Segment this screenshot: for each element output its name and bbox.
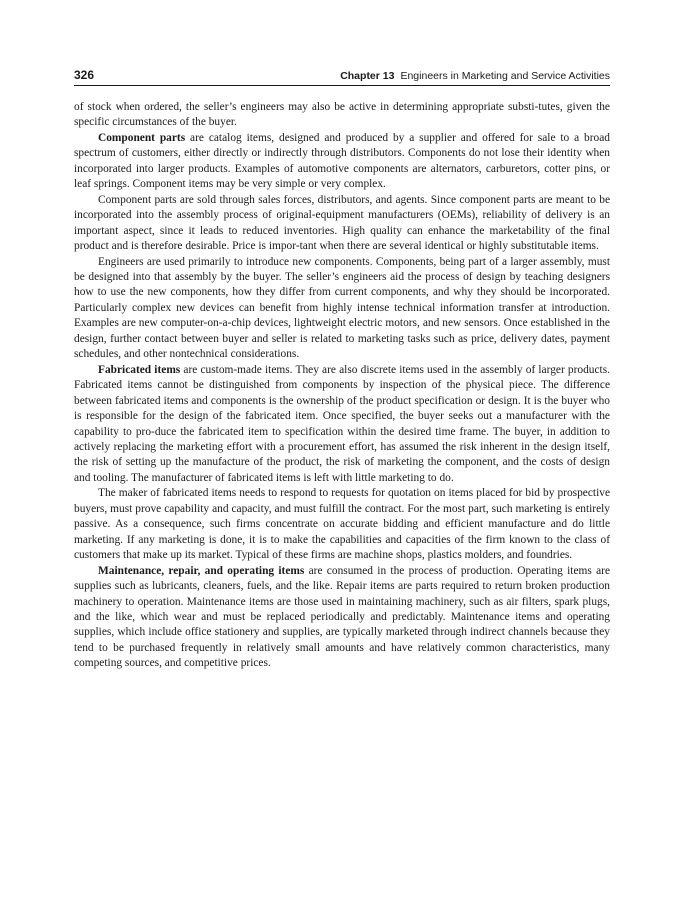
paragraph-text: The maker of fabricated items needs to respond to requests for quotation on items placed for bid by prospective buyers, must prove capability and capacity, and must fulfill the contract. For the most part, such marketing is entirely passive. As a consequence, such firms concentrate on accurate bidding and efficient manufacture and do little marketing. If any marketing is done, it is to make the capabilities and capacities of the firm known to the class of customers that make up its market. Typical of these firms are machine shops, plastics molders, and foundries. <box>74 487 610 562</box>
paragraph-text: are custom-made items. They are also discrete items used in the assembly of larger products. Fabricated items cannot be distinguished from components by inspection of the physical piece. The difference between fabricated items and components is the ownership of the product specification or design. It is the buyer who is responsible for the design of the fabricated item. Once specified, the buyer seeks out a manufacturer with the capability to pro-duce the fabricated item to specification within the desired time frame. The buyer, in addition to actively replacing the marketing effort with a procurement effort, has assumed the risk inherent in the design itself, the risk of setting up the manufacture of the product, the risk of marketing the component, and the costs of design and tooling. The manufacturer of fabricated items is left with little marketing to do. <box>74 363 610 484</box>
running-head <box>74 68 610 86</box>
paragraph-text: of stock when ordered, the seller’s engineers may also be active in determining appropriate substi-tutes, given the specific circumstances of the buyer. <box>74 101 610 129</box>
paragraph-mro-items <box>74 564 610 672</box>
paragraph-component-parts <box>74 131 610 193</box>
paragraph-fabricated-makers <box>74 486 610 563</box>
chapter-label: Chapter 13 <box>340 70 395 82</box>
paragraph-text: Engineers are used primarily to introduce new components. Components, being part of a larger assembly, must be designed into that assembly by the buyer. The seller’s engineers aid the process of design by teaching designers how to use the new components, how they differ from current components, and why they should be incorporated. Particularly complex new devices can benefit from highly intense technical information transfer at introduction. Examples are new computer-on-a-chip devices, lightweight electric motors, and new sensors. Once established in the design, further contact between buyer and seller is related to marketing tasks such as price, delivery dates, payment schedules, and other nontechnical considerations. <box>74 255 610 361</box>
paragraph-text: are catalog items, designed and produced by a supplier and offered for sale to a broad spectrum of customers, either directly or indirectly through distributors. Components do not lose their identity when incorporated into larger products. Examples of automotive components are alternators, carburetors, cotter pins, or leaf springs. Component items may be very simple or very complex. <box>74 131 610 191</box>
paragraph-text: are consumed in the process of production. Operating items are supplies such as lubricants, cleaners, fuels, and the like. Repair items are parts required to return broken production machinery to operation. Maintenance items are those used in maintaining machinery, such as air filters, spark plugs, and the like, which wear and must be replaced periodically and predictably. Maintenance items and operating supplies, which include office stationery and supplies, are typically marketed through indirect channels because they tend to be purchased frequently in relatively small amounts and have relatively common characteristics, many competing sources, and competitive prices. <box>74 564 611 670</box>
paragraph-engineers-components <box>74 255 610 363</box>
paragraph-fabricated-items <box>74 363 610 487</box>
chapter-title: Engineers in Marketing and Service Activities <box>400 70 610 82</box>
paragraph-component-sales <box>74 193 610 255</box>
paragraph-stock-substitutes <box>74 100 610 131</box>
term-fabricated-items: Fabricated items <box>98 363 181 376</box>
term-component-parts: Component parts <box>98 131 186 144</box>
body-text <box>74 100 610 672</box>
chapter-heading <box>340 70 610 82</box>
term-mro-items: Maintenance, repair, and operating items <box>98 564 305 577</box>
paragraph-text: Component parts are sold through sales forces, distributors, and agents. Since component parts are meant to be incorporated into the assembly process of original-equipment manufacturers (OEMs), reliability of delivery is an important aspect, since it leads to reduced inventories. High quality can enhance the marketability of the final product and is therefore desirable. Price is impor-tant when there are several identical or highly substitutable items. <box>74 193 610 253</box>
book-page <box>74 68 610 672</box>
page-number: 326 <box>74 68 95 82</box>
